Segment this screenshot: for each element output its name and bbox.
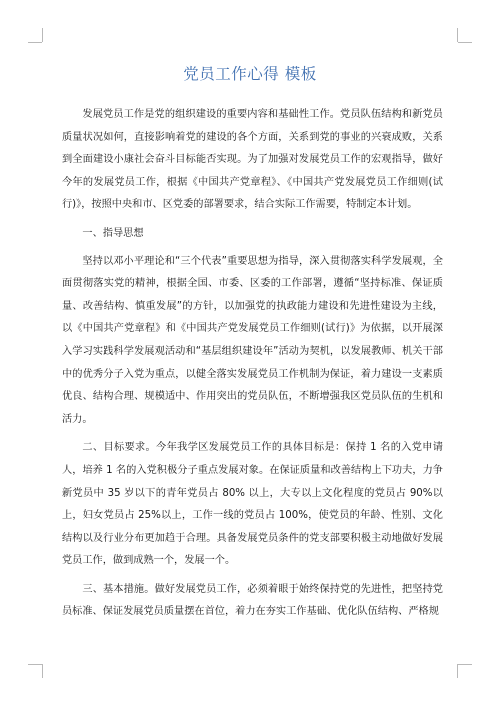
section-heading-guiding-ideology: 一、指导思想 [82,227,144,239]
crop-mark-top-right-v [457,28,458,42]
crop-mark-bottom-right-h [458,664,472,665]
crop-mark-bottom-left-h [28,664,42,665]
guiding-ideology-paragraph: 坚持以邓小平理论和“三个代表”重要思想为指导，深入贯彻落实科学发展观，全面贯彻落实党的精神，根据全国、市委、区委的工作部署，遵循“坚持标准、保证质量、改善结构、慎重发展”的方针，以加强党的执政能力建设和先进性建设为主线，以《中国共产党章程》和《中国共产党发展党员工作细则(试行)》为依据，以开展深入学习实践科学发展观活动和“基层组织建设年”活动为契机，以发展教师、机关干部中的优秀分子入党为重点，以健全落实发展党员工作机制为保证，着力建设一支素质优良、结构合理、规模适中、作用突出的党员队伍，不断增强我区党员队伍的生机和活力。 [62,255,443,425]
measures-paragraph: 三、基本措施。做好发展党员工作，必须着眼于始终保持党的先进性，把坚持党员标准、保证发展党员质量摆在首位，着力在夯实工作基础、优化队伍结构、严格规 [62,583,443,618]
crop-mark-top-right-h [458,42,472,43]
intro-paragraph: 发展党员工作是党的组织建设的重要内容和基础性工作。党员队伍结构和新党员质量状况如何，直接影响着党的建设的各个方面，关系到党的事业的兴衰成败，关系到全面建设小康社会奋斗目标能否实现。为了加强对发展党员工作的宏观指导，做好今年的发展党员工作，根据《中国共产党章程》、《中国共产党发展党员工作细则(试行)》，按照中央和市、区党委的部署要求，结合实际工作需要，特制定本计划。 [62,109,443,211]
crop-mark-top-left-h [28,42,42,43]
crop-mark-bottom-left-v [42,664,43,678]
document-body [62,104,443,630]
crop-mark-bottom-right-v [457,664,458,678]
goals-paragraph: 二、目标要求。今年我学区发展党员工作的具体目标是：保持 1 名的入党申请人，培养 1 名的入党积极分子重点发展对象。在保证质量和改善结构上下功夫，力争新党员中 35 岁以下的青年党员占 80% 以上，大专以上文化程度的党员占 90%以上，妇女党员占 25%以上，工作一线的党员占 100%，使党员的年龄、性别、文化结构以及行业分布更加趋于合理。具备发展党员条件的党支部要积极主动地做好发展党员工作，做到成熟一个，发展一个。 [62,442,443,567]
crop-mark-top-left-v [42,28,43,42]
document-title: 党员工作心得 模板 [183,65,317,83]
